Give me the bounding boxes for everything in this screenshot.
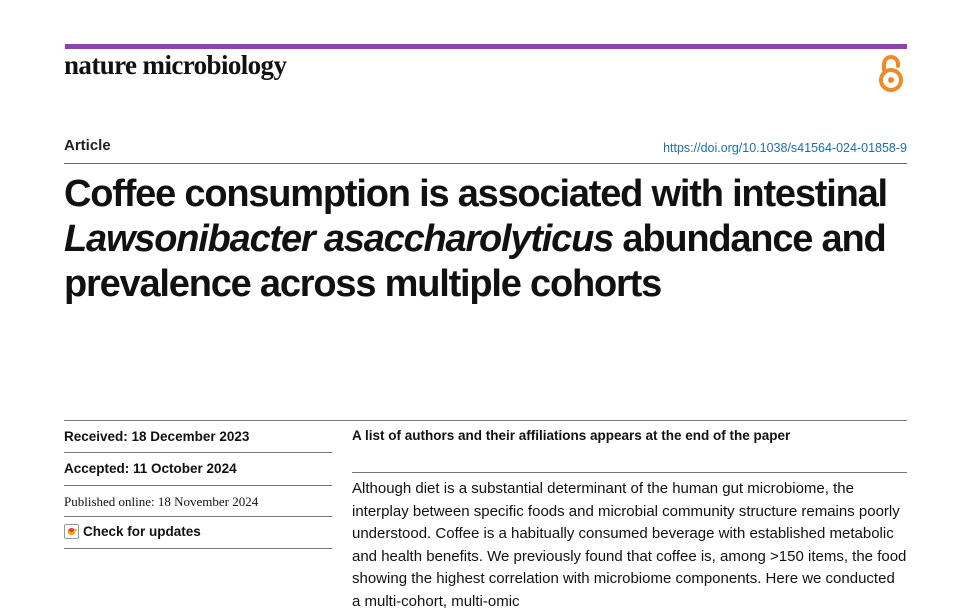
received-date: Received: 18 December 2023: [64, 429, 250, 444]
abstract-text: Although diet is a substantial determinant of the human gut microbiome, the interplay between specific foods and microbial community structure remains poorly understood. Coffee is a habitually consumed beverage with established metabolic and health benefits. We previously found that coffee is, among >150 items, the food showing the highest correlation with microbiome components. Here we conducted a multi-cohort, multi-omic: [352, 480, 907, 610]
title-part-1: Coffee consumption is associated with intestinal: [64, 173, 887, 215]
authors-note: A list of authors and their affiliations appears at the end of the paper: [352, 428, 791, 443]
metadata-divider: [64, 420, 907, 421]
article-type: Article: [64, 137, 111, 154]
open-access-icon[interactable]: [875, 54, 907, 94]
check-for-updates-label: Check for updates: [83, 524, 201, 539]
published-date: Published online: 18 November 2024: [64, 494, 259, 509]
title-species: Lawsonibacter asaccharolyticus: [64, 218, 614, 260]
meta-divider: [64, 485, 332, 486]
meta-divider: [64, 516, 332, 517]
journal-name[interactable]: nature microbiology: [64, 50, 287, 80]
check-for-updates-icon: [64, 524, 79, 539]
title-part-2: abundance and prevalence across multiple cohorts: [64, 218, 886, 305]
meta-divider: [64, 548, 332, 549]
doi-link[interactable]: https://doi.org/10.1038/s41564-024-01858-9: [663, 141, 907, 155]
journal-accent-bar: [65, 44, 907, 49]
article-title: [64, 172, 906, 307]
header-divider: [64, 163, 907, 164]
abstract-divider: [352, 472, 907, 473]
check-for-updates-button[interactable]: [64, 524, 332, 539]
meta-divider: [64, 452, 332, 453]
accepted-date: Accepted: 11 October 2024: [64, 461, 237, 476]
